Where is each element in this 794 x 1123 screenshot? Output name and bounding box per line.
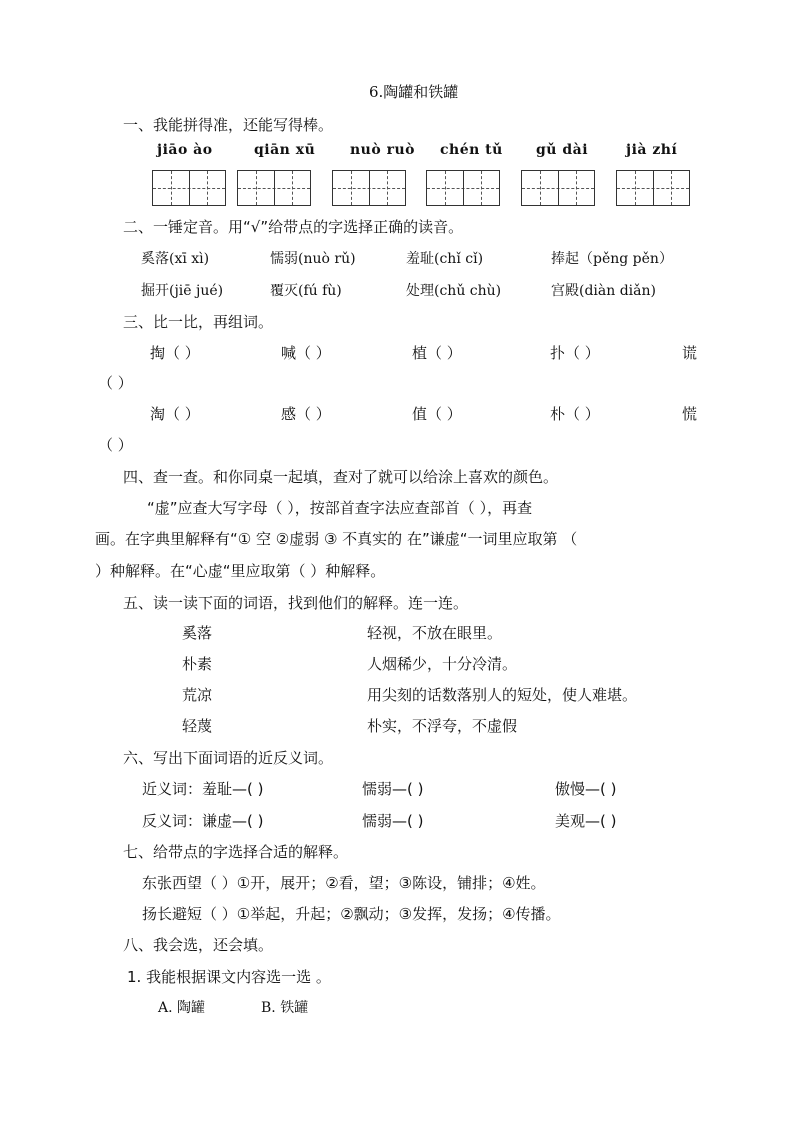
page-title: 6.陶罐和铁罐 <box>369 83 459 101</box>
antonym-item[interactable]: 懦弱—( ) <box>362 812 424 830</box>
match-meaning[interactable]: 轻视，不放在眼里。 <box>367 624 503 642</box>
section-4-heading: 四、查一查。和你同桌一起填，查对了就可以给涂上喜欢的颜色。 <box>123 468 559 486</box>
section-1-heading: 一、我能拼得准，还能写得棒。 <box>123 116 334 134</box>
lookup-line[interactable]: “虚”应查大写字母（ ），按部首查字法应查部首（ ），再查 <box>147 499 533 517</box>
match-word[interactable]: 荒凉 <box>182 686 213 704</box>
explain-item[interactable]: 扬长避短（ ）①举起，升起；②飘动；③发挥，发扬；④传播。 <box>142 905 561 923</box>
reading-item[interactable]: 捧起（pěng pěn） <box>551 251 673 267</box>
compare-item[interactable]: 感（ ） <box>281 405 331 423</box>
match-word[interactable]: 朴素 <box>182 655 213 673</box>
writing-grid-6[interactable] <box>616 170 690 206</box>
writing-grid-3[interactable] <box>332 170 406 206</box>
match-word[interactable]: 奚落 <box>182 624 213 642</box>
match-meaning[interactable]: 用尖刻的话数落别人的短处，使人难堪。 <box>367 686 638 704</box>
compare-item[interactable]: 喊（ ） <box>281 344 331 362</box>
compare-item: 慌 <box>682 405 698 423</box>
section-7-heading: 七、给带点的字选择合适的解释。 <box>123 843 349 861</box>
compare-blank[interactable]: （ ） <box>98 436 133 454</box>
writing-grid-5[interactable] <box>521 170 595 206</box>
section-5-heading: 五、读一读下面的词语，找到他们的解释。连一连。 <box>123 594 469 612</box>
section-8-heading: 八、我会选，还会填。 <box>123 936 274 954</box>
lookup-line[interactable]: ）种解释。在“心虚“里应取第（ ）种解释。 <box>95 562 386 580</box>
lookup-line[interactable]: 画。在字典里解释有“① 空 ②虚弱 ③ 不真实的 在”谦虚“一词里应取第 （ <box>95 530 578 548</box>
reading-item[interactable]: 奚落(xī xì) <box>141 251 210 267</box>
choice-option-a[interactable]: A. 陶罐 <box>158 1000 206 1016</box>
antonym-item[interactable]: 美观—( ) <box>555 812 617 830</box>
writing-grid-4[interactable] <box>426 170 500 206</box>
match-meaning[interactable]: 朴实，不浮夸，不虚假 <box>367 717 518 735</box>
synonym-item[interactable]: 懦弱—( ) <box>362 780 424 798</box>
compare-item[interactable]: 值（ ） <box>412 405 462 423</box>
compare-item[interactable]: 植（ ） <box>412 344 462 362</box>
reading-item[interactable]: 懦弱(nuò rǔ) <box>270 251 356 267</box>
explain-item[interactable]: 东张西望（ ）①开，展开；②看，望；③陈设，铺排；④姓。 <box>142 874 546 892</box>
pinyin-4: chén tǔ <box>440 142 503 158</box>
writing-grid-1[interactable] <box>152 170 226 206</box>
section-3-heading: 三、比一比，再组词。 <box>123 313 274 331</box>
compare-item[interactable]: 淘（ ） <box>150 405 200 423</box>
match-meaning[interactable]: 人烟稀少，十分冷清。 <box>367 655 518 673</box>
reading-item[interactable]: 羞耻(chǐ cǐ) <box>406 251 484 267</box>
antonym-item[interactable]: 反义词：谦虚—( ) <box>142 812 264 830</box>
reading-item[interactable]: 掘开(jiē jué) <box>141 283 224 299</box>
compare-blank[interactable]: （ ） <box>98 374 133 392</box>
synonym-item[interactable]: 近义词：羞耻—( ) <box>142 780 264 798</box>
compare-item[interactable]: 掏（ ） <box>150 344 200 362</box>
pinyin-2: qiān xū <box>254 142 316 158</box>
compare-item[interactable]: 朴（ ） <box>550 405 600 423</box>
section-2-heading: 二、一锤定音。用“√”给带点的字选择正确的读音。 <box>123 218 464 236</box>
pinyin-3: nuò ruò <box>350 142 415 158</box>
synonym-item[interactable]: 傲慢—( ) <box>555 780 617 798</box>
section-6-heading: 六、写出下面词语的近反义词。 <box>123 749 334 767</box>
reading-item[interactable]: 处理(chǔ chù) <box>406 283 502 299</box>
choice-question: 1. 我能根据课文内容选一选 。 <box>127 968 331 986</box>
compare-item: 谎 <box>682 344 698 362</box>
pinyin-1: jiāo ào <box>157 142 213 158</box>
match-word[interactable]: 轻蔑 <box>182 717 213 735</box>
reading-item[interactable]: 覆灭(fú fù) <box>270 283 342 299</box>
choice-option-b[interactable]: B. 铁罐 <box>261 1000 309 1016</box>
pinyin-5: gǔ dài <box>536 142 589 158</box>
pinyin-6: jià zhí <box>626 142 678 158</box>
writing-grid-2[interactable] <box>237 170 311 206</box>
reading-item[interactable]: 宫殿(diàn diǎn) <box>551 283 656 299</box>
compare-item[interactable]: 扑（ ） <box>550 344 600 362</box>
